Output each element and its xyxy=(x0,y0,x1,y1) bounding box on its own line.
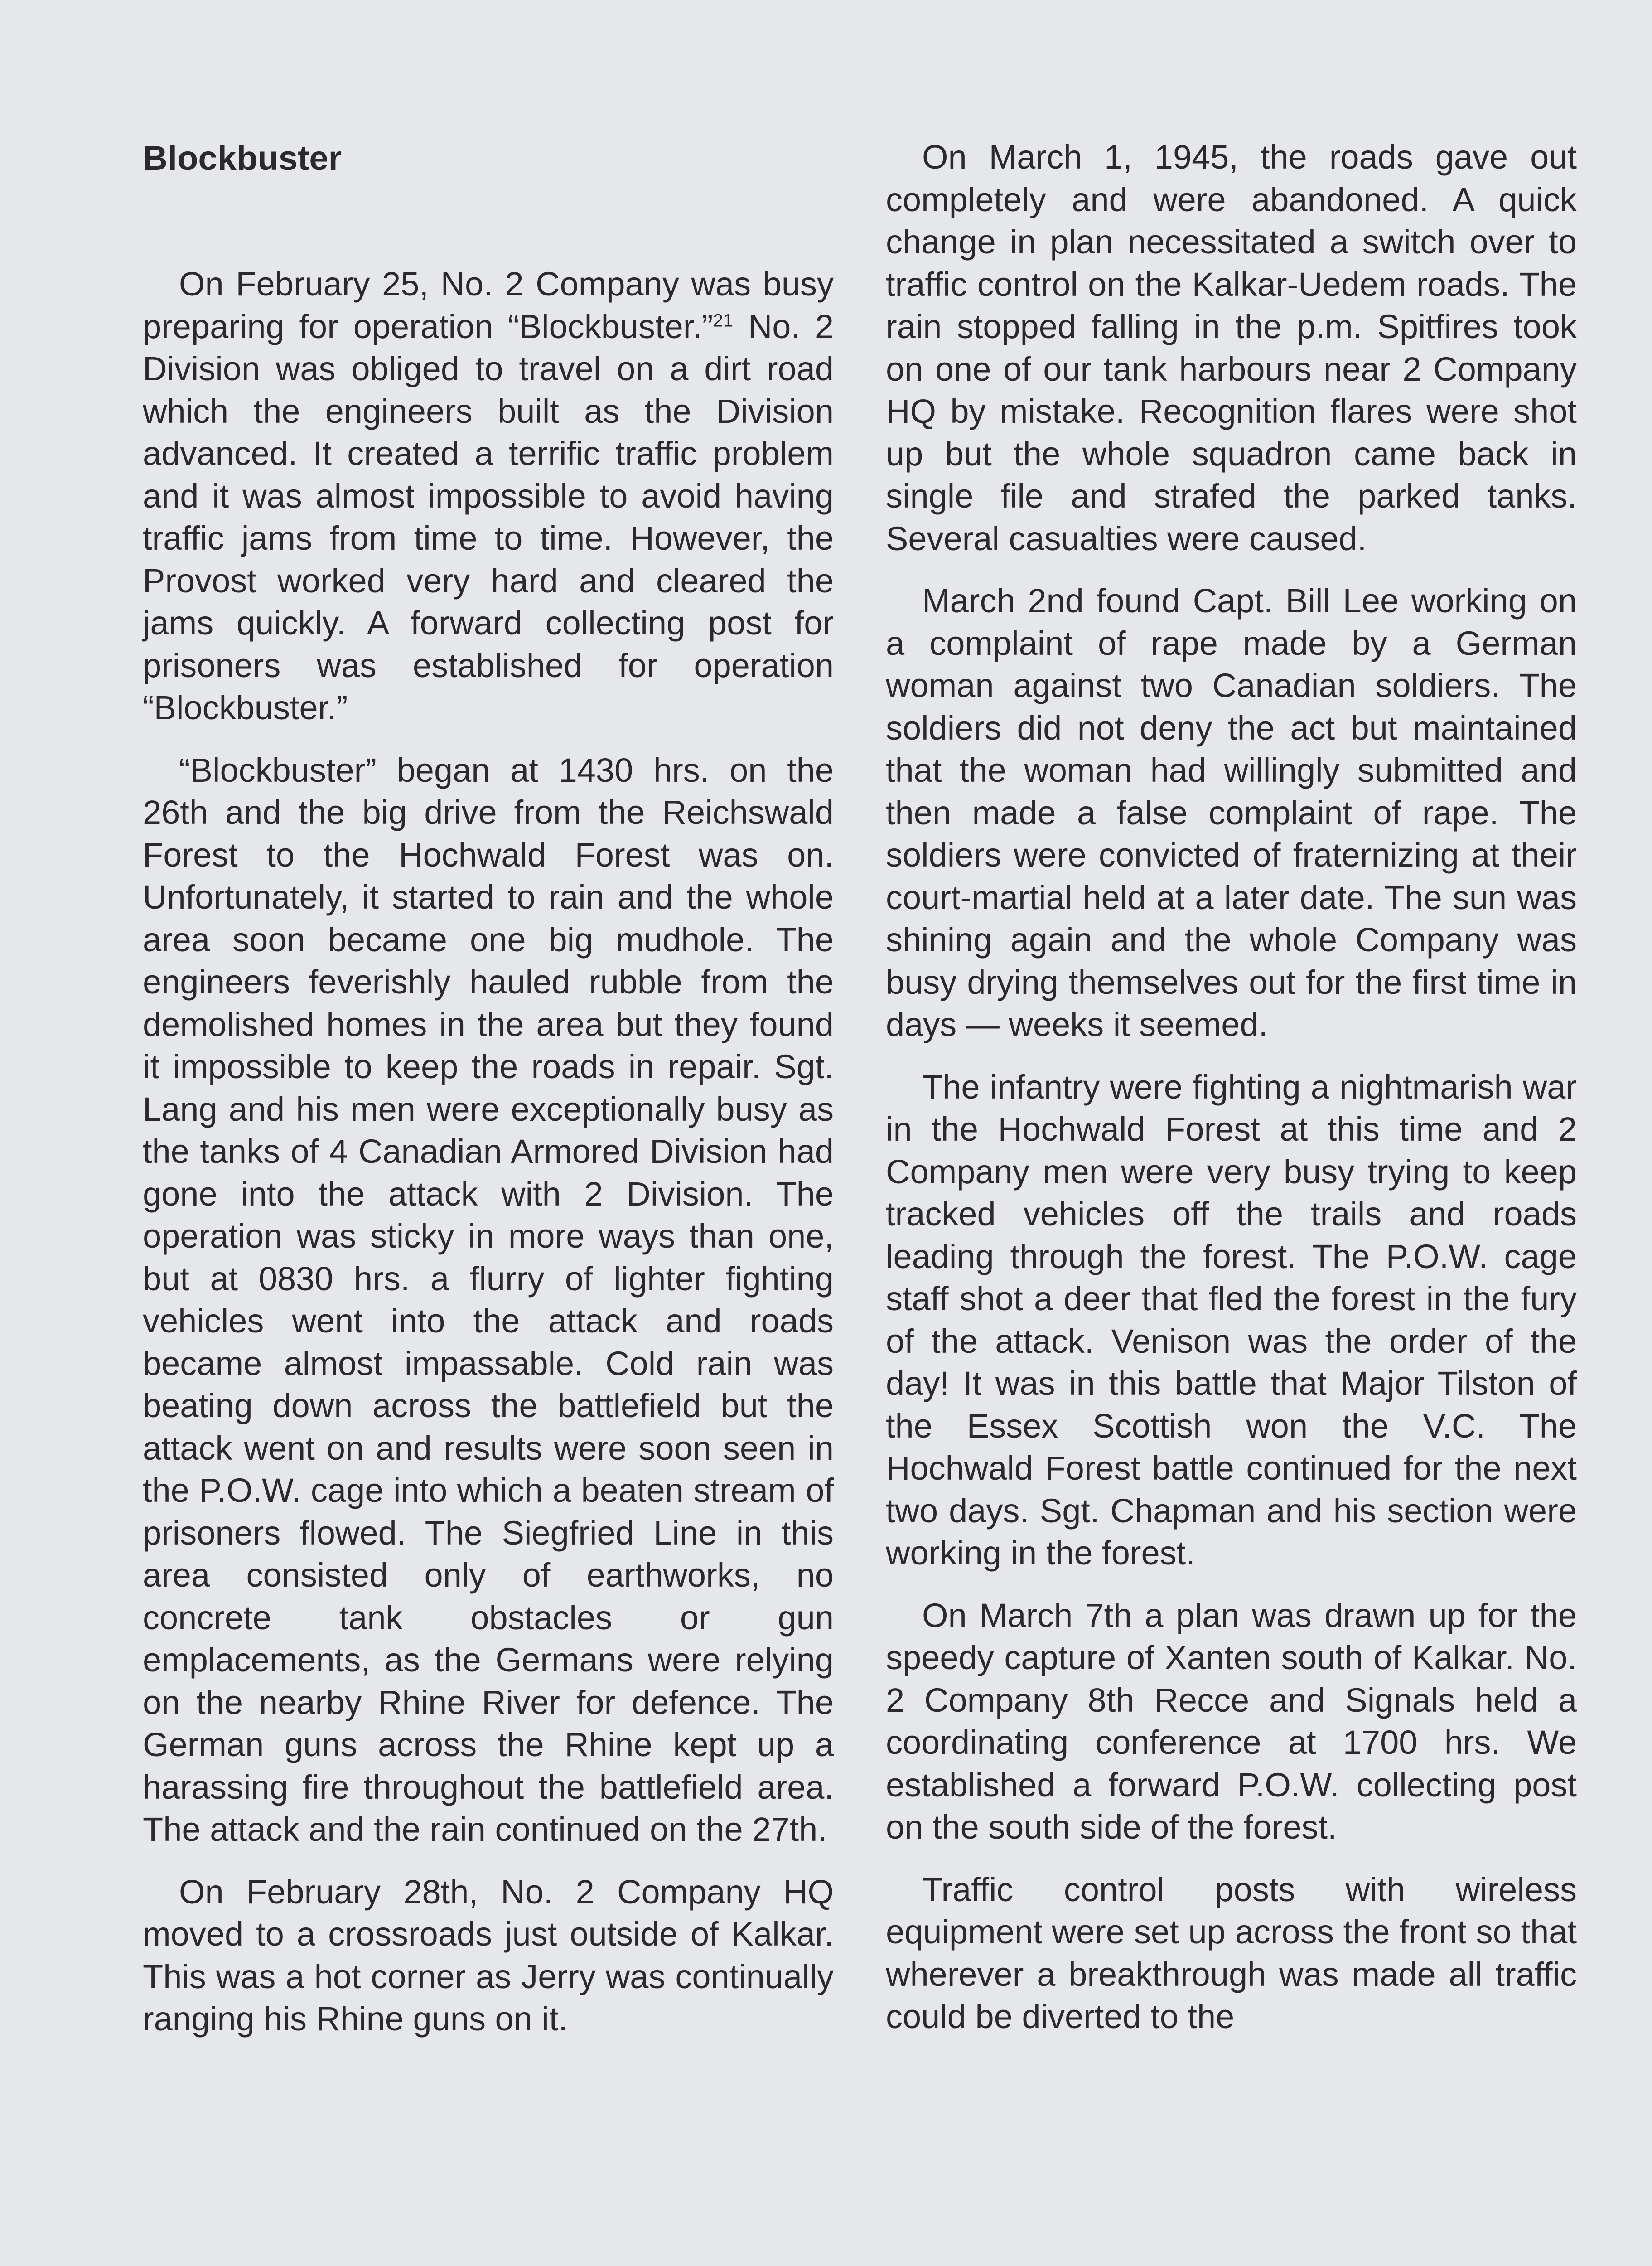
paragraph: On March 1, 1945, the roads gave out completely and were abandoned. A quick change in plan necessitated a switch over to traffic control on the Kalkar-Uedem roads. The rain stopped falling in the p.m. Spitfires took on one of our tank harbours near 2 Company HQ by mistake. Recognition flares were shot up but the whole squadron came back in single file and strafed the parked tanks. Several casualties were caused. xyxy=(886,138,1577,557)
paragraph xyxy=(143,263,834,729)
footnote-marker: 21 xyxy=(713,310,733,330)
section-heading: Blockbuster xyxy=(143,139,342,178)
paragraph-text: No. 2 Division was obliged to travel on a dirt road which the engineers built as the Division advanced. It created a terrific traffic problem and it was almost impossible to avoid having traffic jams from time to time. However, the Provost worked very hard and cleared the jams quickly. A forward collecting post for prisoners was established for operation “Blockbuster.” xyxy=(143,307,834,726)
paragraph: March 2nd found Capt. Bill Lee working on a complaint of rape made by a German woman against two Canadian soldiers. The soldiers did not deny the act but maintained that the woman had willingly submitted and then made a false complaint of rape. The soldiers were convicted of fraternizing at their court-martial held at a later date. The sun was shining again and the whole Company was busy drying themselves out for the first time in days — weeks it seemed. xyxy=(886,582,1577,1043)
right-column xyxy=(886,136,1577,2058)
paragraph: “Blockbuster” began at 1430 hrs. on the 26th and the big drive from the Reichswald Forest to the Hochwald Forest was on. Unfortunately, it started to rain and the whole area soon became one big mudhole. The engineers feverishly hauled rubble from the demolished homes in the area but they found it impossible to keep the roads in repair. Sgt. Lang and his men were exceptionally busy as the tanks of 4 Canadian Armored Division had gone into the attack with 2 Division. The operation was sticky in more ways than one, but at 0830 hrs. a flurry of lighter fighting vehicles went into the attack and roads became almost impassable. Cold rain was beating down across the battlefield but the attack went on and results were soon seen in the P.O.W. cage into which a beaten stream of prisoners flowed. The Siegfried Line in this area consisted only of earthworks, no concrete tank obstacles or gun emplacements, as the Germans were relying on the nearby Rhine River for defence. The German guns across the Rhine kept up a harassing fire throughout the battlefield area. The attack and the rain continued on the 27th. xyxy=(143,751,834,1848)
left-column xyxy=(143,136,834,2060)
paragraph: On March 7th a plan was drawn up for the speedy capture of Xanten south of Kalkar. No. 2 Company 8th Recce and Signals held a coordinating conference at 1700 hrs. We established a forward P.O.W. collecting post on the south side of the forest. xyxy=(886,1596,1577,1846)
paragraph: On February 28th, No. 2 Company HQ moved to a crossroads just outside of Kalkar. This was a hot corner as Jerry was continually ranging his Rhine guns on it. xyxy=(143,1873,834,2038)
paragraph-text: On February 25, No. 2 Company was busy preparing for operation “Blockbuster.” xyxy=(143,265,834,345)
paragraph: Traffic control posts with wireless equipment were set up across the front so that wherever a breakthrough was made all traffic could be diverted to the xyxy=(886,1870,1577,2035)
paragraph: The infantry were fighting a nightmarish war in the Hochwald Forest at this time and 2 Company men were very busy trying to keep tracked vehicles off the trails and roads leading through the forest. The P.O.W. cage staff shot a deer that fled the forest in the fury of the attack. Venison was the order of the day! It was in this battle that Major Tilston of the Essex Scottish won the V.C. The Hochwald Forest battle continued for the next two days. Sgt. Chapman and his section were working in the forest. xyxy=(886,1068,1577,1572)
